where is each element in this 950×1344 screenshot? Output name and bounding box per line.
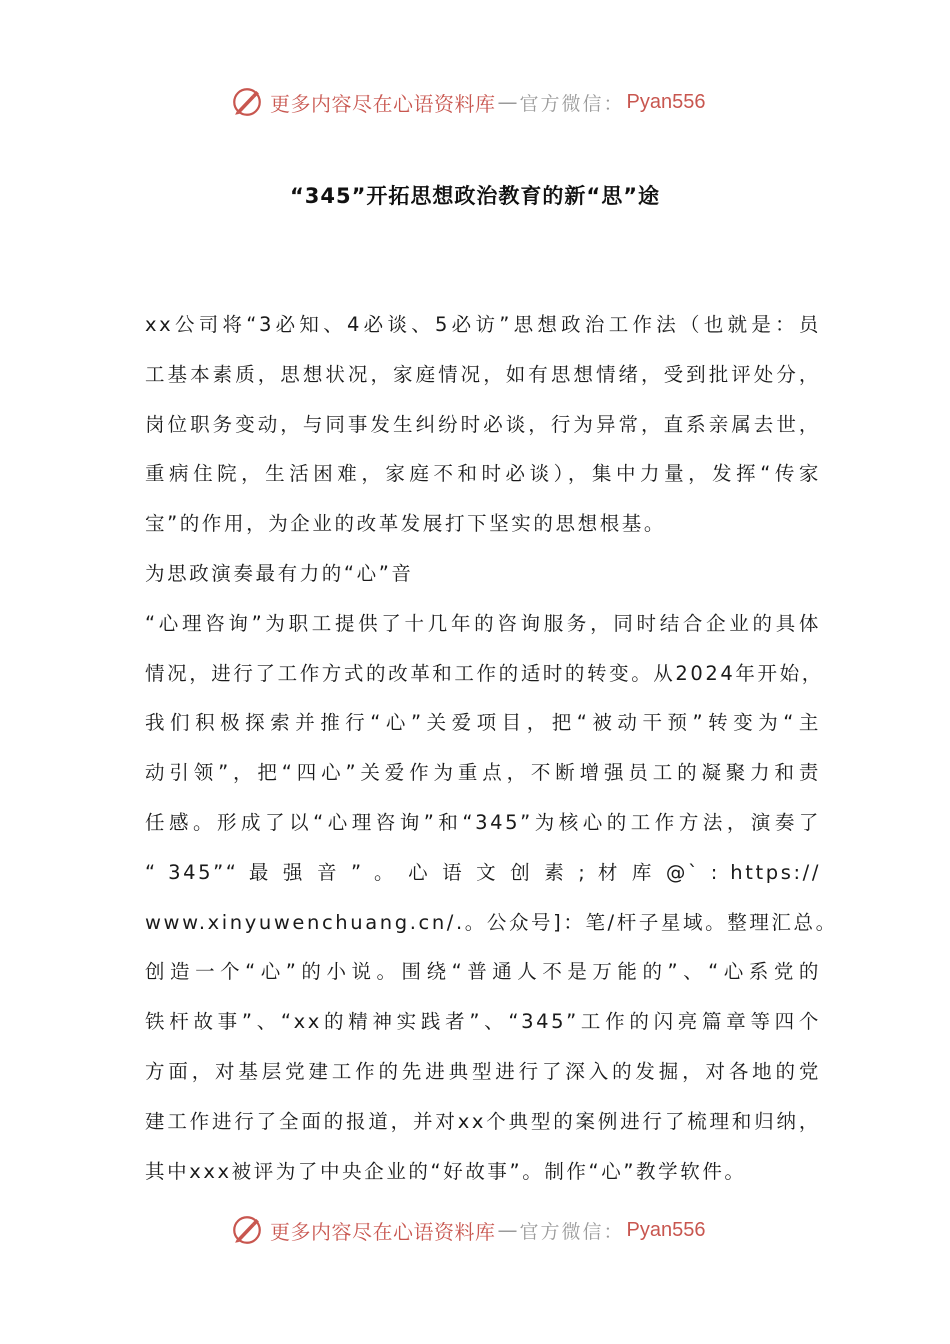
banner-wechat-label: 官方微信： [519,92,625,115]
pen-logo-icon [230,1213,264,1247]
body-line: 建工作进行了全面的报道，并对xx个典型的案例进行了梳理和归纳， [145,1109,821,1133]
body-line: “心理咨询”为职工提供了十几年的咨询服务，同时结合企业的具体 [145,611,821,635]
body-line: 重病住院，生活困难，家庭不和时必谈），集中力量，发挥“传家 [145,462,821,486]
document-title: “345”开拓思想政治教育的新“思”途 [289,184,661,208]
document-body [145,300,838,1196]
banner-wechat-label: 官方微信： [519,1220,625,1243]
section-heading: 为思政演奏最有力的“心”音 [145,561,414,585]
body-line: 铁杆故事”、“xx的精神实践者”、“345”工作的闪亮篇章等四个 [145,1010,821,1034]
banner-dash: — [497,90,518,114]
body-line: 方面，对基层党建工作的先进典型进行了深入的发掘，对各地的党 [145,1059,821,1083]
body-line: 我们积极探索并推行“心”关爱项目，把“被动干预”转变为“主 [145,711,821,735]
banner-text: 更多内容尽在心语资料库 [270,91,496,116]
body-line: 创造一个“心”的小说。围绕“普通人不是万能的”、“心系党的 [145,960,821,984]
body-line: 情况，进行了工作方式的改革和工作的适时的转变。从2024年开始， [145,661,824,685]
body-line: 工基本素质，思想状况，家庭情况，如有思想情绪，受到批评处分， [145,362,821,386]
banner-wechat-id: Pyan556 [626,90,706,113]
body-line: xx公司将“3必知、4必谈、5必访”思想政治工作法（也就是：员 [145,313,821,336]
body-line: 任感。形成了以“心理咨询”和“345”为核心的工作方法，演奏了 [145,810,821,834]
banner-dash: — [497,1218,518,1242]
body-line: “ 345”“ 最 强 音 ” 。 心 语 文 创 素 ; 材 库 @` : https:// [145,860,821,884]
body-line: 其中xxx被评为了中央企业的“好故事”。制作“心”教学软件。 [145,1159,747,1183]
body-line: 岗位职务变动，与同事发生纠纷时必谈，行为异常，直系亲属去世， [145,412,821,436]
body-line: 宝”的作用，为企业的改革发展打下坚实的思想根基。 [145,512,667,536]
banner-wechat-id: Pyan556 [626,1218,706,1241]
banner-text: 更多内容尽在心语资料库 [270,1219,496,1244]
body-line: 动引领”，把“四心”关爱作为重点，不断增强员工的凝聚力和责 [145,761,821,785]
body-line: www.xinyuwenchuang.cn/.。公众号]：笔/杆子星域。整理汇总。 [145,910,838,934]
header-watermark-banner [230,82,705,122]
footer-watermark-banner [230,1210,705,1250]
pen-logo-icon [230,85,264,119]
